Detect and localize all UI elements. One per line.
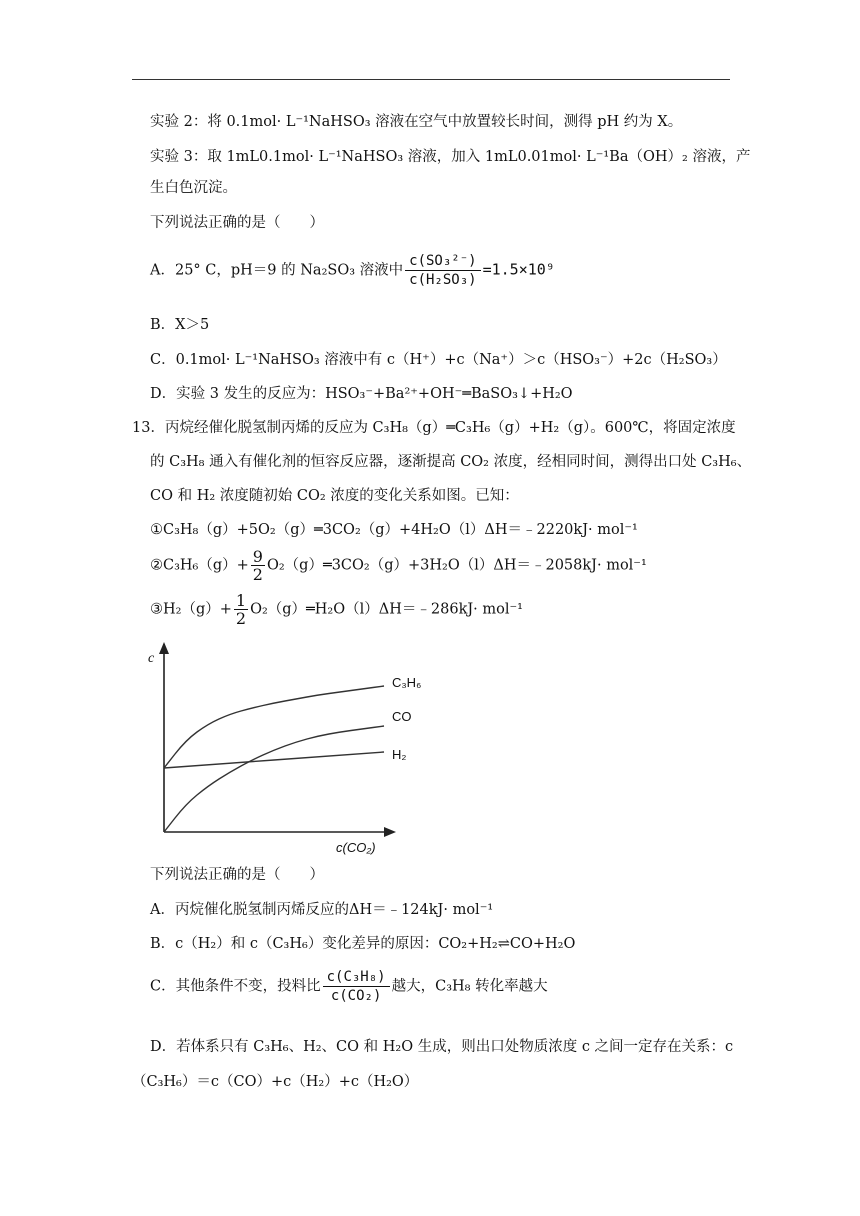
chart-axes: [159, 642, 396, 837]
option-a-text: A．25° C，pH＝9 的 Na₂SO₃ 溶液中: [150, 262, 404, 279]
equation-1: ①C₃H₈（g）+5O₂（g）═3CO₂（g）+4H₂O（l）ΔH＝﹣2220kJ· mol⁻¹: [150, 522, 638, 538]
y-axis-label: c: [148, 651, 155, 666]
x-axis-label: c(CO₂): [336, 840, 376, 855]
experiment-2-text: 实验 2：将 0.1mol· L⁻¹NaHSO₃ 溶液在空气中放置较长时间，测得 pH 约为 X。: [150, 114, 683, 130]
ratio-fraction: [405, 252, 480, 289]
ratio-denominator: c(H₂SO₃): [409, 272, 477, 288]
feed-ratio-fraction: [323, 968, 390, 1005]
chart-series-group: [164, 686, 384, 832]
chart-labels: [148, 651, 421, 855]
question-13-option-d-line1: D．若体系只有 C₃H₆、H₂、CO 和 H₂O 生成，则出口处物质浓度 c 之间一定存在关系：c: [150, 1039, 734, 1055]
question-12-stem: 下列说法正确的是（ ）: [150, 215, 324, 231]
series-line-1: [164, 726, 384, 832]
equation-3-suffix: O₂（g）═H₂O（l）ΔH＝﹣286kJ· mol⁻¹: [250, 601, 523, 618]
series-line-2: [164, 752, 384, 768]
x-axis-arrow: [384, 827, 396, 837]
question-12-option-d: D．实验 3 发生的反应为：HSO₃⁻+Ba²⁺+OH⁻═BaSO₃↓+H₂O: [150, 386, 573, 402]
question-13-line3: CO 和 H₂ 浓度随初始 CO₂ 浓度的变化关系如图。已知：: [150, 488, 519, 504]
question-13-option-c: [150, 968, 548, 1005]
equation-3: [150, 592, 523, 627]
question-12-option-a: [150, 252, 555, 289]
question-13-option-d-line2: （C₃H₆）＝c（CO）+c（H₂）+c（H₂O）: [132, 1074, 419, 1090]
question-13-line1: 13．丙烷经催化脱氢制丙烯的反应为 C₃H₈（g）═C₃H₆（g）+H₂（g）。600℃，将固定浓度: [132, 420, 736, 436]
equation-2-prefix: ②C₃H₆（g）+: [150, 557, 249, 574]
equation-2-denominator: 2: [252, 565, 263, 584]
feed-ratio-denominator: c(CO₂): [330, 988, 382, 1004]
equation-2-suffix: O₂（g）═3CO₂（g）+3H₂O（l）ΔH＝﹣2058kJ· mol⁻¹: [266, 557, 647, 574]
option-c-suffix: 越大，C₃H₈ 转化率越大: [391, 978, 548, 995]
equation-3-numerator: 1: [235, 591, 247, 610]
experiment-3-text-line1: 实验 3：取 1mL0.1mol· L⁻¹NaHSO₃ 溶液，加入 1mL0.01mol· L⁻¹Ba（OH）₂ 溶液，产: [150, 149, 751, 165]
equation-2: [150, 548, 647, 583]
equation-2-numerator: 9: [252, 547, 263, 566]
header-rule: [132, 79, 730, 80]
equation-3-denominator: 2: [235, 609, 247, 628]
concentration-chart: [140, 636, 422, 858]
series-label-1: CO: [392, 709, 412, 724]
question-13-stem: 下列说法正确的是（ ）: [150, 867, 324, 883]
equation-3-fraction: [234, 592, 248, 627]
equation-2-fraction: [251, 548, 265, 583]
series-label-2: H₂: [392, 747, 407, 762]
equation-3-prefix: ③H₂（g）+: [150, 601, 232, 618]
question-13-line2: 的 C₃H₈ 通入有催化剂的恒容反应器，逐渐提高 CO₂ 浓度，经相同时间，测得出口处 C₃H₆、: [150, 454, 752, 470]
ratio-value: =1.5×10⁹: [482, 260, 555, 279]
feed-ratio-numerator: c(C₃H₈): [323, 968, 390, 987]
question-13-option-b: B．c（H₂）和 c（C₃H₆）变化差异的原因：CO₂+H₂⇌CO+H₂O: [150, 936, 576, 952]
question-13-option-a: A．丙烷催化脱氢制丙烯反应的ΔH＝﹣124kJ· mol⁻¹: [150, 902, 494, 918]
question-12-option-b: B．X＞5: [150, 317, 210, 333]
option-c-prefix: C．其他条件不变，投料比: [150, 978, 321, 995]
series-label-0: C₃H₆: [392, 675, 422, 690]
ratio-numerator: c(SO₃²⁻): [405, 252, 480, 271]
y-axis-arrow: [159, 642, 169, 654]
series-line-0: [164, 686, 384, 768]
experiment-3-text-line2: 生白色沉淀。: [150, 180, 237, 196]
question-12-option-c: C．0.1mol· L⁻¹NaHSO₃ 溶液中有 c（H⁺）+c（Na⁺）＞c（HSO₃⁻）+2c（H₂SO₃）: [150, 352, 727, 368]
